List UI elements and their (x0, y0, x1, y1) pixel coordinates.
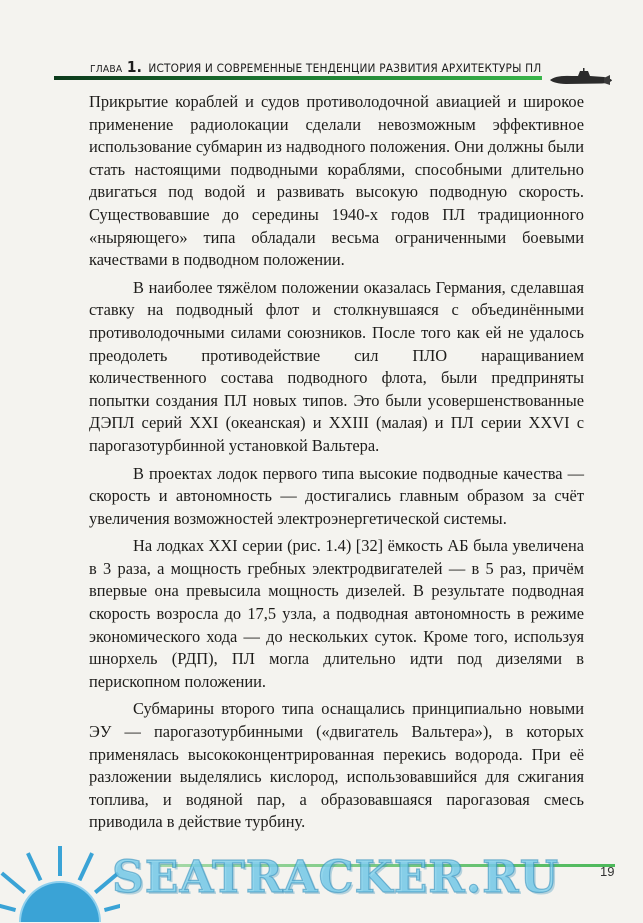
sun-logo-icon (0, 842, 120, 922)
paragraph-1: Прикрытие кораблей и судов противолодочной авиацией и широкое применение радиолокации сделали невозможным эффективное использование субмарин из надводного положения. Они должны были стать настоящими подводными кораблями, способными длительно двигаться под водой и развивать высокую подводную скорость. Существовавшие до середины 1940-х годов ПЛ традиционного «ныряющего» типа обладали весьма ограниченными боевыми качествами в подводном положении. (89, 92, 584, 270)
running-header (54, 44, 614, 94)
watermark: SEATRACKER.RU (112, 852, 560, 903)
chapter-number: 1. (126, 58, 143, 76)
paragraph-2: В наиболее тяжёлом положении оказалась Германия, сделавшая ставку на подводный флот и столкнувшаяся с объединёнными противолодочными силами союзников. После того как ей не удалось преодолеть противодействие сил ПЛО наращиванием количественного состава подводного флота, были предприняты попытки создания ПЛ новых типов. Это были усовершенствованные ДЭПЛ серий XXI (океанская) и XXIII (малая) и ПЛ серии XXVI с парогазотурбинной установкой Вальтера. (89, 277, 584, 455)
paragraph-5: Субмарины второго типа оснащались принципиально новыми ЭУ — парогазотурбинными («двигатель Вальтера»), в которых применялась высококонцентрированная перекись водорода. При её разложении выделялись кислород, использовавшийся для сжигания топлива, и водяной пар, а образовавшаяся парогазовая смесь приводила в действие турбину. (89, 699, 584, 832)
page-number: 19 (600, 864, 615, 879)
chapter-heading (90, 58, 541, 76)
submarine-icon (548, 68, 614, 88)
header-rule (54, 76, 542, 80)
chapter-label: ГЛАВА (90, 64, 123, 75)
paragraph-4: На лодках XXI серии (рис. 1.4) [32] ёмкость АБ была увеличена в 3 раза, а мощность гребных электродвигателей — в 5 раз, причём впервые она превысила мощность дизелей. В результате подводная скорость возросла до 17,5 узла, а подводная автономность в режиме экономического хода — до нескольких суток. Кроме того, используя шнорхель (РДП), ПЛ могла длительно идти под дизелями в перископном положении. (89, 536, 584, 691)
main-text (89, 91, 584, 834)
paragraph-3: В проектах лодок первого типа высокие подводные качества — скорость и автономность — достигались главным образом за счёт увеличения возможностей электроэнергетической системы. (89, 463, 584, 528)
chapter-title: ИСТОРИЯ И СОВРЕМЕННЫЕ ТЕНДЕНЦИИ РАЗВИТИЯ АРХИТЕКТУРЫ ПЛ (148, 61, 542, 75)
page-footer (0, 820, 643, 923)
